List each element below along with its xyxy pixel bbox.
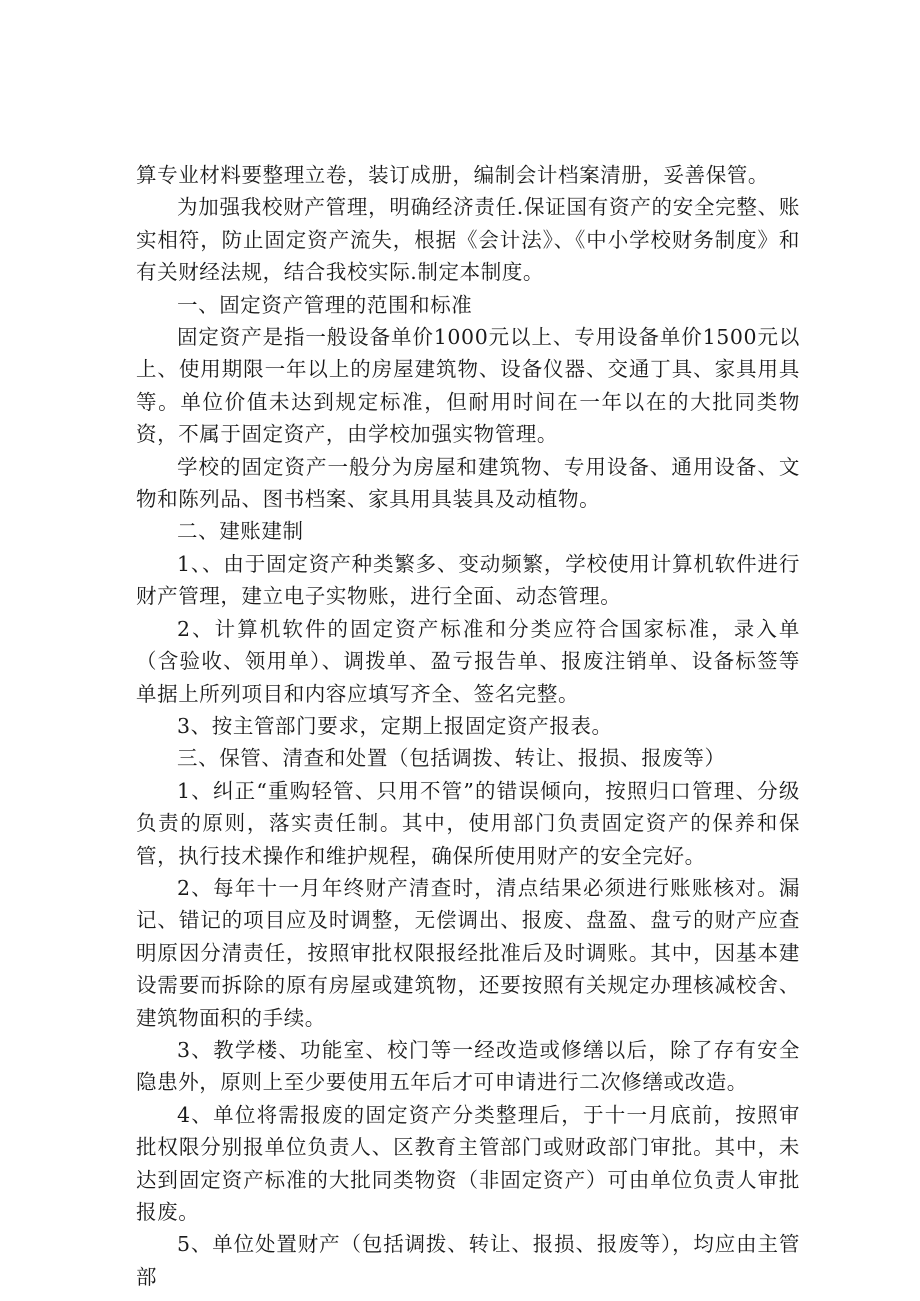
paragraph-item-2-2: 2、计算机软件的固定资产标准和分类应符合国家标准，录入单（含验收、领用单）、调拨单、盈亏报告单、报废注销单、设备标签等单据上所列项目和内容应填写齐全、签名完整。 [136, 616, 800, 706]
paragraph-fixed-asset-categories: 学校的固定资产一般分为房屋和建筑物、专用设备、通用设备、文物和陈列品、图书档案、家具用具装具及动植物。 [136, 454, 800, 512]
section-heading-3: 三、保管、清查和处置（包括调拨、转让、报损、报废等） [177, 746, 726, 771]
paragraph-item-3-3: 3、教学楼、功能室、校门等一经改造或修缮以后，除了存有安全隐患外，原则上至少要使用五年后才可申请进行二次修缮或改造。 [136, 1037, 800, 1095]
section-heading-1: 一、固定资产管理的范围和标准 [177, 292, 473, 317]
paragraph-item-2-1: 1、、由于固定资产种类繁多、变动频繁，学校使用计算机软件进行财产管理，建立电子实物账，进行全面、动态管理。 [136, 551, 800, 609]
paragraph-item-3-4: 4、单位将需报废的固定资产分类整理后，于十一月底前，按照审批权限分别报单位负责人、区教育主管部门或财政部门审批。其中，未达到固定资产标准的大批同类物资（非固定资产）可由单位负责人审批报废。 [136, 1102, 800, 1224]
section-heading-2: 二、建账建制 [177, 519, 304, 544]
paragraph-item-3-2: 2、每年十一月年终财产清查时，清点结果必须进行账账核对。漏记、错记的项目应及时调整，无偿调出、报废、盘盈、盘亏的财产应查明原因分清责任，按照审批权限报经批准后及时调账。其中，因基本建设需要而拆除的原有房屋或建筑物，还要按照有关规定办理核减校舍、建筑物面积的手续。 [136, 875, 800, 1030]
paragraph-intro: 为加强我校财产管理，明确经济责任.保证国有资产的安全完整、账实相符，防止固定资产流失，根据《会计法》、《中小学校财务制度》和有关财经法规，结合我校实际.制定本制度。 [136, 195, 800, 285]
paragraph-item-3-5: 5、单位处置财产（包括调拨、转让、报损、报废等），均应由主管部 [136, 1232, 800, 1289]
paragraph-item-2-3: 3、按主管部门要求，定期上报固定资产报表。 [177, 713, 613, 738]
paragraph-item-3-1: 1、纠正“重购轻管、只用不管”的错误倾向，按照归口管理、分级负责的原则，落实责任制。其中，使用部门负责固定资产的保养和保管，执行技术操作和维护规程，确保所使用财产的安全完好。 [136, 778, 800, 868]
paragraph-fixed-asset-definition: 固定资产是指一般设备单价1000元以上、专用设备单价1500元以上、使用期限一年以上的房屋建筑物、设备仪器、交通丁具、家具用具等。单位价值未达到规定标准，但耐用时间在一年以在的大批同类物资，不属于固定资产，由学校加强实物管理。 [136, 325, 800, 447]
document-body [136, 159, 800, 1293]
paragraph-continuation: 算专业材料要整理立卷，装订成册，编制会计档案清册，妥善保管。 [136, 163, 769, 187]
